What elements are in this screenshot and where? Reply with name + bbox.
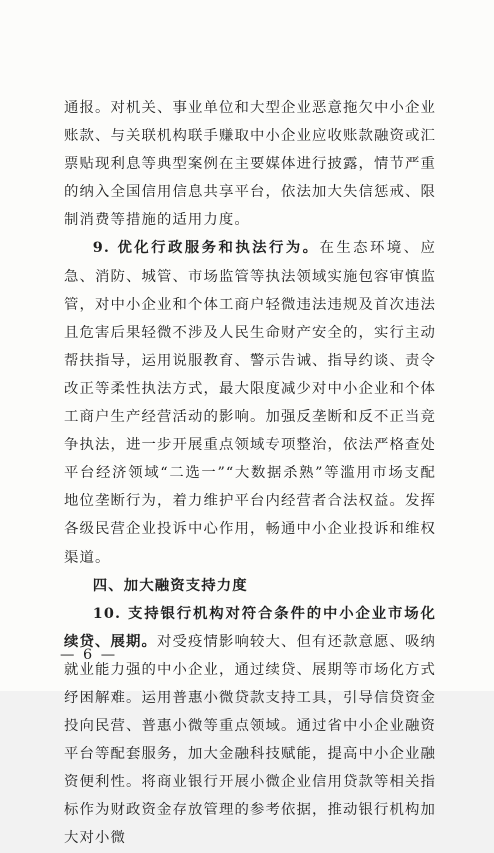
section-heading: 四、加大融资支持力度 [92,576,248,594]
item-heading: 9. 优化行政服务和执法行为。 [92,239,320,257]
body-text [64,94,436,853]
item-heading: 10. 支持银行机构对符合条件的中小企业市场化续贷、展期。 [64,604,436,650]
paragraph-text: 在生态环境、应急、消防、城管、市场监管等执法领域实施包容审慎监管，对中小企业和个体工商户轻微违法违规及首次违法且危害后果轻微不涉及人民生命财产安全的，实行主动帮扶指导，运用说服教育、警示告诫、指导约谈、责令改正等柔性执法方式，最大限度减少对中小企业和个体工商户生产经营活动的影响。加强反垄断和反不正当竞争执法，进一步开展重点领域专项整治，依法严格查处平台经济领域“二选一”“大数据杀熟”等滥用市场支配地位垄断行为，着力维护平台内经营者合法权益。发挥各级民营企业投诉中心作用，畅通中小企业投诉和维权渠道。 [64,240,436,566]
paragraph-text: 对受疫情影响较大、但有还款意愿、吸纳就业能力强的中小企业，通过续贷、展期等市场化方式纾困解难。运用普惠小微贷款支持工具，引导信贷资金投向民营、普惠小微等重点领域。通过省中小企业融资平台等配套服务，加大金融科技赋能，提高中小企业融资便利性。将商业银行开展小微企业信用贷款等相关指标作为财政资金存放管理的参考依据，推动银行机构加大对小微 [64,633,436,847]
page-number: — 6 — [60,647,118,663]
paragraph-continuation [64,94,436,234]
paragraph-item-9 [64,234,436,571]
paragraph-text: 通报。对机关、事业单位和大型企业恶意拖欠中小企业账款、与关联机构联手赚取中小企业应收账款融资或汇票贴现利息等典型案例在主要媒体进行披露，情节严重的纳入全国信用信息共享平台，依法加大失信惩戒、限制消费等措施的适用力度。 [64,100,436,229]
paragraph-item-10 [64,600,436,853]
